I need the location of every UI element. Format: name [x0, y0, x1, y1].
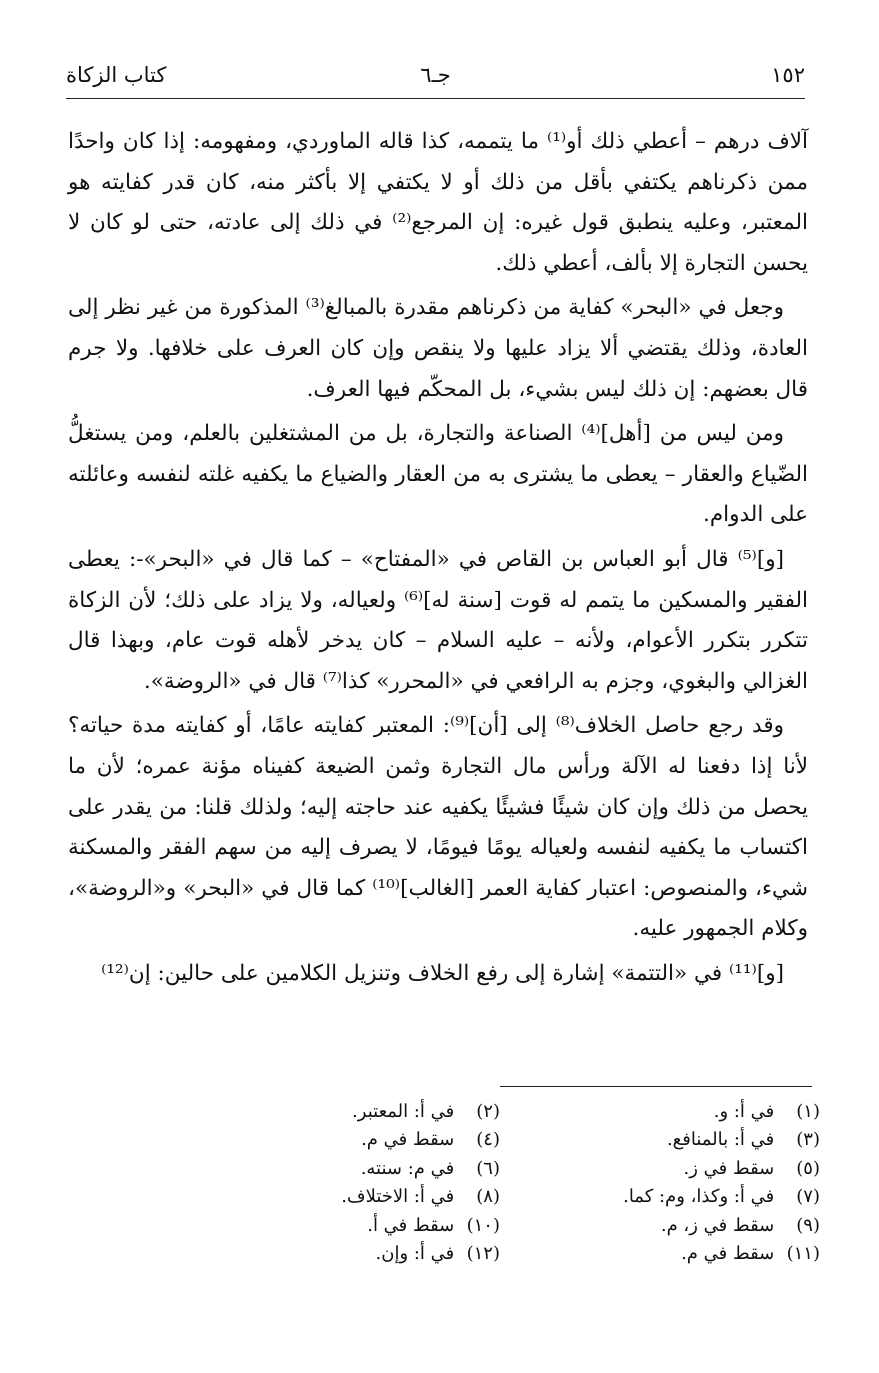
footnote: [560, 1240, 820, 1268]
footnote-number: (٩): [796, 1214, 820, 1236]
footnote: [240, 1155, 500, 1183]
paragraph: وجعل في «البحر» كفاية من ذكرناهم مقدرة بالمبالغ⁽³⁾ المذكورة من غير نظر إلى العادة، وذلك يقتضي ألا يزاد عليها ولا ينقص وإن كان العرف على خلافها. ولا جرم قال بعضهم: إن ذلك ليس بشيء، بل المحكّم فيها العرف.: [68, 295, 808, 402]
footnote-text: في أ: الاختلاف.: [341, 1186, 455, 1208]
footnote-text: في أ: و.: [713, 1101, 775, 1122]
footnote-number: (٤): [476, 1129, 500, 1151]
footnote: [240, 1098, 500, 1126]
footnote-text: سقط في ز.: [683, 1157, 775, 1179]
footnotes: [240, 1098, 820, 1268]
footnote-number: (١٠): [466, 1214, 500, 1236]
footnote: [240, 1212, 500, 1240]
footnote-number: (٦): [476, 1157, 500, 1179]
footnote-text: سقط في أ.: [367, 1214, 455, 1236]
footnote: [560, 1126, 820, 1154]
footnote: [560, 1098, 820, 1126]
footnote-number: (٣): [796, 1129, 820, 1151]
footnote-text: سقط في م.: [361, 1129, 455, 1151]
footnote: [560, 1155, 820, 1183]
footnote-text: سقط في ز، م.: [660, 1214, 775, 1236]
footnote-text: في أ: وكذا، وم: كما.: [623, 1186, 775, 1208]
page-header: [66, 58, 805, 98]
paragraph: آلاف درهم – أعطي ذلك أو⁽¹⁾ ما يتممه، كذا قاله الماوردي، ومفهومه: إذا كان واحدًا ممن ذكرناهم يكتفي بأقل من ذلك أو لا يكتفي إلا بأكثر منه، كان قدر كفايته هو المعتبر، وعليه ينطبق قول غيره: إن المرجع⁽²⁾ في ذلك إلى عادته، حتى لو كان لا يحسن التجارة إلا بألف، أعطي ذلك.: [68, 129, 808, 276]
paragraph: [و]⁽⁵⁾ قال أبو العباس بن القاص في «المفتاح» – كما قال في «البحر»-: يعطى الفقير والمسكين ما يتمم له قوت [سنة له]⁽⁶⁾ ولعياله، ولا يزاد على ذلك؛ لأن الزكاة تتكرر بتكرر الأعوام، ولأنه – عليه السلام – كان يدخر لأهله قوت عام، وبهذا قال الغزالي والبغوي، وجزم به الرافعي في «المحرر» كذا⁽⁷⁾ قال في «الروضة».: [68, 546, 808, 694]
header-divider: [66, 98, 805, 99]
main-text: [68, 122, 808, 998]
footnote-number: (١١): [786, 1243, 820, 1265]
footnote-number: (٧): [796, 1186, 820, 1208]
footnote-text: في أ: المعتبر.: [352, 1101, 455, 1122]
footnote-text: سقط في م.: [681, 1243, 775, 1265]
footnote: [240, 1183, 500, 1211]
footnote-text: في أ: وإن.: [375, 1243, 455, 1265]
footnote-number: (٨): [476, 1186, 500, 1208]
footnote-text: في م: سنته.: [360, 1157, 455, 1179]
footnote-number: (١): [796, 1101, 820, 1122]
paragraph: [و]⁽¹¹⁾ في «التتمة» إشارة إلى رفع الخلاف وتنزيل الكلامين على حالين: إن⁽¹²⁾: [101, 960, 784, 986]
paragraph: ومن ليس من [أهل]⁽⁴⁾ الصناعة والتجارة، بل من المشتغلين بالعلم، ومن يستغلُّ الضّياع والعقار – يعطى ما يشترى به من العقار والضياع ما يكفيه غلته لنفسه وعائلته على الدوام.: [68, 421, 808, 528]
footnote: [560, 1212, 820, 1240]
footnote-number: (١٢): [466, 1243, 500, 1265]
footnote-text: في أ: بالمنافع.: [666, 1129, 775, 1151]
footnote: [240, 1240, 500, 1268]
book-title: كتاب الزكاة: [66, 63, 167, 87]
footnote-divider: [500, 1086, 812, 1087]
footnote: [560, 1183, 820, 1211]
paragraph: وقد رجع حاصل الخلاف⁽⁸⁾ إلى [أن]⁽⁹⁾: المعتبر كفايته عامًا، أو كفايته مدة حياته؟ لأنا إذا دفعنا له الآلة ورأس مال التجارة وثمن الضيعة كفيناه مؤنة عمره؛ لأن ما يحصل من ذلك وإن كان شيئًا فشيئًا يكفيه عند حاجته إليه؛ ولذلك قلنا: من يقدر على اكتساب ما يكفيه لنفسه ولعياله يومًا فيومًا، لا يصرف إليه من سهم الفقر والمسكنة شيء، والمنصوص: اعتبار كفاية العمر [الغالب]⁽¹⁰⁾ كما قال في «البحر» و«الروضة»، وكلام الجمهور عليه.: [68, 713, 808, 942]
page-number: ١٥٢: [771, 63, 805, 87]
volume-label: جـ٦: [420, 63, 451, 87]
footnote-number: (٢): [476, 1101, 500, 1122]
footnote: [240, 1126, 500, 1154]
footnote-number: (٥): [796, 1157, 820, 1179]
